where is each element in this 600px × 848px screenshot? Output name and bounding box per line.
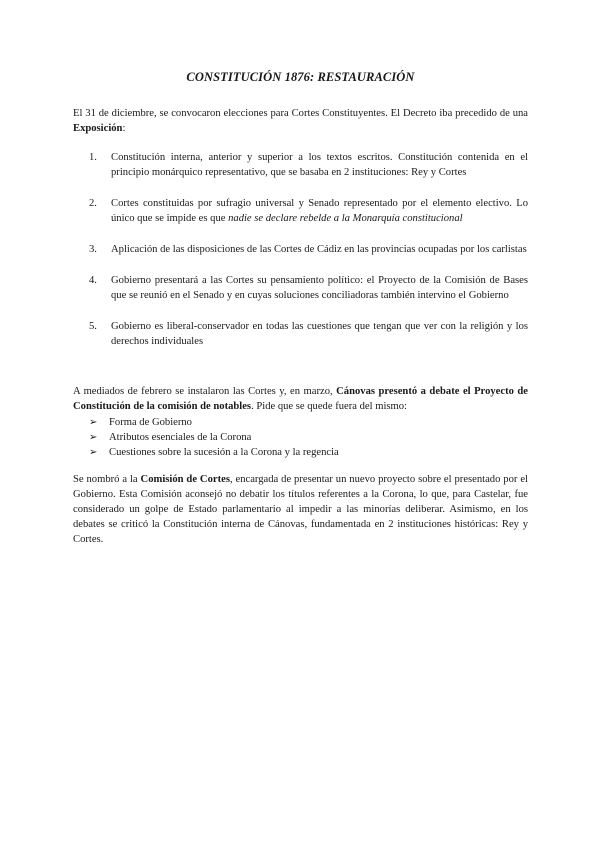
document-title: CONSTITUCIÓN 1876: RESTAURACIÓN: [186, 70, 415, 84]
item-number: 3.: [89, 244, 97, 255]
numbered-item: [73, 273, 528, 303]
item-number: 5.: [89, 321, 97, 332]
item-text: Aplicación de las disposiciones de las Cortes de Cádiz en las provincias ocupadas por los carlistas: [111, 244, 527, 255]
numbered-item: [73, 242, 528, 257]
para3-start: Se nombró a la: [73, 474, 141, 485]
numbered-list: [73, 150, 528, 365]
arrow-bullet-icon: ➢: [89, 432, 98, 443]
arrow-bullet-icon: ➢: [89, 417, 98, 428]
item-text: Cortes constituidas por sufragio universal y Senado representado por el elemento electivo. Lo único que se impide es que: [111, 198, 528, 224]
bullet-text: Forma de Gobierno: [109, 417, 192, 428]
item-number: 4.: [89, 275, 97, 286]
intro-text: El 31 de diciembre, se convocaron elecciones para Cortes Constituyentes. El Decreto iba precedido de una: [73, 108, 528, 119]
intro-end: :: [122, 123, 126, 134]
para3-bold: Comisión de Cortes: [140, 474, 230, 485]
item-number: 2.: [89, 198, 97, 209]
item-number: 1.: [89, 152, 97, 163]
item-text: Constitución interna, anterior y superior a los textos escritos. Constitución contenida en el principio monárquico representativo, que se basaba en 2 instituciones: Rey y Cortes: [111, 152, 528, 178]
bullet-item: [73, 430, 528, 445]
numbered-item: [73, 150, 528, 180]
numbered-item: [73, 196, 528, 226]
arrow-bullet-icon: ➢: [89, 447, 98, 458]
item-text: Gobierno es liberal-conservador en todas las cuestiones que tengan que ver con la religión y los derechos individuales: [111, 321, 528, 347]
intro-paragraph: [73, 106, 528, 136]
bullet-item: [73, 445, 528, 460]
paragraph-comision: [73, 472, 528, 547]
bullet-item: [73, 415, 528, 430]
intro-bold: Exposición: [73, 123, 123, 134]
paragraph-cortes: [73, 384, 528, 414]
numbered-item: [73, 319, 528, 349]
para2-end: . Pide que se quede fuera del mismo:: [251, 401, 407, 412]
para2-bold: Cánovas presentó a debate el Proyecto de Constitución de la comisión de notables: [73, 386, 528, 412]
item-text: Gobierno presentará a las Cortes su pensamiento político: el Proyecto de la Comisión de Bases que se reunió en el Senado y en cuyas soluciones conciliadoras también intervino el Gobierno: [111, 275, 528, 301]
bullet-text: Atributos esenciales de la Corona: [109, 432, 252, 443]
item-italic: nadie se declare rebelde a la Monarquía constitucional: [228, 213, 463, 224]
para3-text: , encargada de presentar un nuevo proyecto sobre el presentado por el Gobierno. Esta Comisión aconsejó no debatir los títulos referentes a la Corona, lo que, para Castelar, fue considerado un golpe de Estado parlamentario al impedir a las minorías deliberar. Asimismo, en los debates se criticó la Constitución interna de Cánovas, fundamentada en 2 instituciones históricas: Rey y Cortes.: [73, 474, 528, 545]
bullet-list: [73, 415, 528, 460]
para2-text: A mediados de febrero se instalaron las Cortes y, en marzo,: [73, 386, 337, 397]
bullet-text: Cuestiones sobre la sucesión a la Corona y la regencia: [109, 447, 339, 458]
